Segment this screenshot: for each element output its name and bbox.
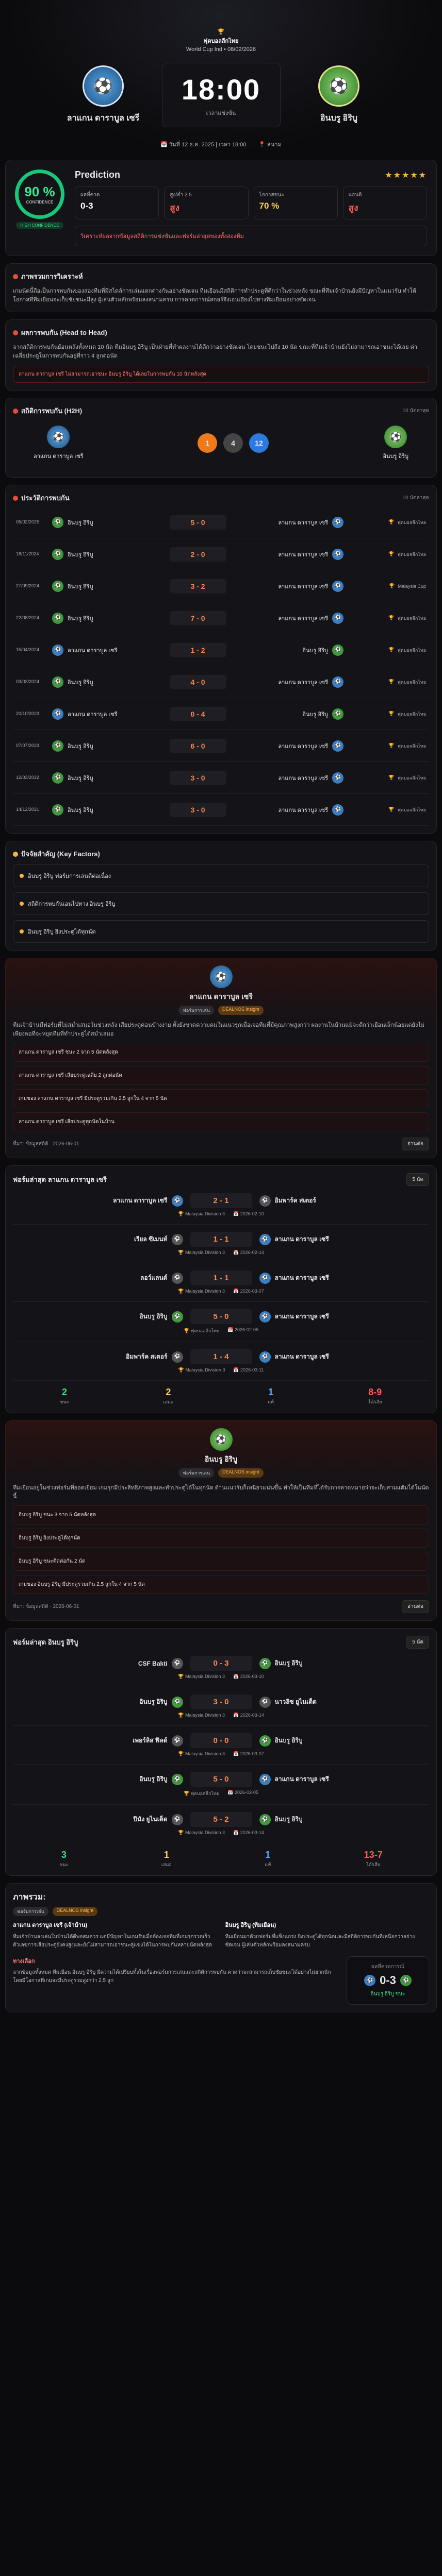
h2h-away-wins: 12 [249,433,269,453]
league-name: ฟุตบอลลีกไทย [397,519,426,525]
match-score: 5 - 2 [190,1812,252,1827]
prediction-box-score: ผลที่คาด 0-3 [75,187,159,219]
final-pick-box: ผลที่คาดการณ์ ⚽ 0-3 ⚽ อินบรู อิริบู ชนะ [347,1956,429,2005]
form-tag: ฟอร์มการเล่น [13,1907,48,1916]
analysis-text: เกมนัดนี้ถือเป็นการพบกันของสองทีมที่มีสไตล์การเล่นแตกต่างกันอย่างชัดเจน ทีมเยือนมีสถิติการทำประตูที่ดีกว่าในช่วงหลัง ขณะที่ทีมเจ้าบ้านยังมีปัญหาในแนวรับ ทำให้โอกาสที่ทีมเยือนจะเก็บชัยชนะมีสูง ผู้เล่นตัวหลักพร้อมลงสนามครบ การคาดการณ์สกอร์จึงเอนเอียงไปทางทีมเยือนอย่างชัดเจน [13,288,416,303]
home-team-name: ลอว์แลนด์ [140,1274,168,1282]
recent-match-row[interactable] [13,1765,429,1805]
league-icon: 🏆 [388,711,395,717]
recent-match-row[interactable] [13,1186,429,1225]
home-crest-icon: ⚽ [47,426,70,448]
league-name: 🏆 Malaysia Division 3 [178,1289,225,1294]
home-team-name: ลาแกน ดาราบูล เซรี [113,1197,168,1205]
form-tag: ฟอร์มการเล่น [178,1468,214,1478]
match-score: 7 - 0 [170,611,226,625]
league-icon: 🏆 [388,551,395,557]
recent-match-row[interactable] [13,1263,429,1302]
league-name: ฟุตบอลลีกไทย [397,711,426,717]
history-row[interactable] [13,634,429,666]
team-crest-icon: ⚽ [52,549,63,560]
home-crest-icon: ⚽ [210,965,233,988]
match-score: 0 - 4 [170,707,226,721]
match-date: 18/11/2024 [16,551,39,556]
match-score: 4 - 0 [170,675,226,689]
home-crest-icon: ⚽ [364,1975,375,1986]
away-team-name: ลาแกน ดาราบูล เซรี [274,1235,329,1243]
team-crest-icon: ⚽ [172,1814,183,1825]
recent-match-row[interactable] [13,1225,429,1263]
league-info [5,28,437,53]
match-score: 1 - 1 [190,1232,252,1247]
team-crest-icon: ⚽ [172,1351,183,1363]
history-row[interactable] [13,602,429,634]
home-team-name: เรียล ซีเมนท์ [134,1235,168,1243]
away-team-name: อินบรู อิริบู [320,114,358,123]
away-crest-icon: ⚽ [400,1975,412,1986]
away-crest-icon: ⚽ [318,65,359,107]
league-icon: 🏆 [388,743,395,749]
summary-home: ลาแกน ดาราบูล เซรี (เจ้าบ้าน) ทีมเจ้าบ้านลงเล่นในบ้านได้ดีพอสมควร แต่มีปัญหาในเกมรับเมื่อต้องเจอทีมที่เกมรุกรวดเร็ว ตัวเลขการเสียประตูยังคงสูงและยังไม่สามารถเอาชนะคู่แข่งได้ในการพบกันหลายนัดหลังสุด [13,1922,212,1948]
league-name: ฟุตบอลลีกไทย [397,743,426,749]
league-name: 🏆 Malaysia Division 3 [178,1751,225,1757]
team-crest-icon: ⚽ [332,581,343,592]
league-name: ฟุตบอลลีกไทย [397,647,426,653]
match-clock [162,63,281,127]
league-icon: 🏆 [388,775,395,781]
away-team-name: อิมพาร์ค สเตอร์ [274,1197,316,1205]
match-venue: 📍 สนาม [258,142,282,148]
home-analysis-bullet: เกมของ ลาแกน ดาราบูล เซรี มีประตูรวมเกิน 2.5 ลูกใน 4 จาก 5 นัด [13,1089,429,1108]
read-more-button[interactable]: อ่านต่อ [402,1600,429,1613]
home-recent-totals: 2 ชนะ 2 เสมอ 1 แพ้ 8-9 ได้/เสีย [60,1387,382,1405]
section-dot-icon [13,852,18,857]
insight-tag: DEALNOS insight [218,1006,264,1015]
home-team-name: อินบรู อิริบู [68,583,93,590]
match-date: 📅 2026-02-05 [227,1790,259,1795]
history-row[interactable] [13,762,429,794]
league-icon: 🏆 [388,519,395,525]
league-name: ฟุตบอลลีกไทย [397,615,426,621]
away-team-name: ลาแกน ดาราบูล เซรี [278,679,328,686]
away-team-name: ลาแกน ดาราบูล เซรี [278,519,328,526]
league-name: ฟุตบอลลีกไทย [397,551,426,557]
home-team-name: ลาแกน ดาราบูล เซรี [67,114,140,123]
summary-card [5,1883,437,2012]
h2h-away-team[interactable]: ⚽ อินบรู อิริบู [383,426,408,461]
history-row[interactable] [13,506,429,538]
match-score: 1 - 2 [170,643,226,657]
confidence-ring [15,170,64,219]
league-name: 🏆 ฟุตบอลลีกไทย [183,1791,220,1797]
away-team-name: อินบรู อิริบู [302,647,328,654]
away-analysis-bullet: อินบรู อิริบู ชนะ 3 จาก 5 นัดหลังสุด [13,1505,429,1524]
final-text: จากข้อมูลทั้งหมด ทีมเยือน อินบรู อิริบู มีความได้เปรียบทั้งในเรื่องฟอร์มการเล่นและสถิติการพบกัน คาดว่าจะสามารถเก็บชัยชนะได้อย่างไม่ยากนัก โดยมีโอกาสที่เกมจะมีประตูรวมสูงกว่า 2.5 ลูก [13,1970,331,1984]
h2h-draws: 4 [223,433,243,453]
away-team-name: ลาแกน ดาราบูล เซรี [274,1775,329,1783]
match-score: 5 - 0 [190,1772,252,1787]
team-crest-icon: ⚽ [259,1273,271,1284]
prediction-box-winchance: โอกาสชนะ 70 % [254,187,338,219]
match-date: 27/09/2024 [16,583,40,588]
history-row[interactable] [13,794,429,826]
match-date: 📅 2026-03-14 [233,1713,264,1718]
home-team-name: อินบรู อิริบู [139,1698,168,1706]
away-analysis-bullet: อินบรู อิริบู ชนะติดต่อกัน 2 นัด [13,1552,429,1571]
prediction-card [5,160,437,256]
team-crest-icon: ⚽ [52,645,63,656]
section-dot-icon [13,496,18,501]
team-crest-icon: ⚽ [332,740,343,752]
home-team-name: อินบรู อิริบู [68,807,93,814]
confidence-pill: HIGH CONFIDENCE [16,222,63,229]
away-team-name: อินบรู อิริบู [274,1816,303,1823]
away-analysis-text: ทีมเยือนอยู่ในช่วงฟอร์มที่ยอดเยี่ยม เกมรุกมีประสิทธิภาพสูงและทำประตูได้ในทุกนัด ด้านแนวรับก็เหนียวแน่นขึ้น ทำให้เป็นทีมที่ได้รับการคาดหมายว่าจะเก็บสามแต้มได้ในนัดนี้ [13,1485,429,1500]
team-crest-icon: ⚽ [259,1697,271,1708]
section-title: ประวัติการพบกัน [21,494,70,502]
team-crest-icon: ⚽ [332,772,343,784]
section-dot-icon [13,330,18,335]
team-crest-icon: ⚽ [172,1311,183,1323]
prediction-box-overunder: สูง/ต่ำ 2.5 สูง [164,187,248,219]
team-crest-icon: ⚽ [52,740,63,752]
key-factors [5,841,437,951]
league-name: 🏆 Malaysia Division 3 [178,1713,225,1718]
rating-stars-icon: ★★★★★ [385,171,427,180]
confidence-label: CONFIDENCE [26,200,54,205]
home-team-name: ลาแกน ดาราบูล เซรี [68,711,118,718]
match-date: 📅 2026-03-07 [233,1751,264,1757]
league-name: Malaysia Cup [398,583,426,589]
away-analysis-name: อินบรู อิริบู [204,1455,238,1464]
away-team-name: อินบรู อิริบู [274,1659,303,1667]
recent-match-row[interactable] [13,1302,429,1342]
away-team-name: ลาแกน ดาราบูล เซรี [278,743,328,750]
team-crest-icon: ⚽ [259,1234,271,1245]
h2h-home-team[interactable]: ⚽ ลาแกน ดาราบูล เซรี [34,426,84,461]
home-team-name: อิมพาร์ค สเตอร์ [126,1353,168,1361]
team-crest-icon: ⚽ [332,645,343,656]
team-crest-icon: ⚽ [332,517,343,528]
away-team-name: อินบรู อิริบู [302,711,328,718]
team-crest-icon: ⚽ [259,1814,271,1825]
prediction-note: วิเคราะห์ผลจากข้อมูลสถิติการแข่งขันและฟอร์มล่าสุดของทั้งสองทีม [75,226,427,246]
home-analysis-bullet: ลาแกน ดาราบูล เซรี เสียประตูทุกนัดในบ้าน [13,1112,429,1131]
away-team-name: ลาแกน ดาราบูล เซรี [278,775,328,782]
league-name: ฟุตบอลลีกไทย [397,679,426,685]
team-crest-icon: ⚽ [332,676,343,688]
home-team-name: ปีนัง ยูไนเต็ด [133,1816,168,1823]
key-factor-item: อินบรู อิริบู ยิงประตูได้ทุกนัด [13,920,429,943]
match-score: 5 - 0 [170,515,226,530]
away-team[interactable] [287,65,390,125]
league-icon: 🏆 [388,615,395,621]
match-score: 1 - 1 [190,1270,252,1285]
section-title: ผลการพบกัน (Head to Head) [21,329,107,337]
team-crest-icon: ⚽ [332,613,343,624]
team-crest-icon: ⚽ [259,1351,271,1363]
recent-match-row[interactable] [13,1687,429,1726]
league-icon: 🏆 [388,647,395,653]
match-score: 3 - 0 [170,771,226,785]
section-dot-icon [13,274,18,279]
match-score: 3 - 2 [170,579,226,594]
home-team-name: อินบรู อิริบู [68,551,93,558]
history-row[interactable] [13,570,429,602]
home-team-name: อินบรู อิริบู [68,615,93,622]
league-name: ฟุตบอลลีกไทย [397,807,426,812]
prediction-box-handicap: แฮนดิ สูง [343,187,427,219]
team-crest-icon: ⚽ [172,1195,183,1207]
bullet-icon [20,902,24,906]
insight-tag: DEALNOS insight [53,1907,98,1916]
h2h-overview [5,319,437,391]
h2h-history [5,485,437,834]
away-team-name: ลาแกน ดาราบูล เซรี [274,1313,329,1320]
key-factor-item: สถิติการพบกันเอนไปทาง อินบรู อิริบู [13,892,429,915]
recent-match-row[interactable] [13,1342,429,1381]
away-analysis-bullet: อินบรู อิริบู ยิงประตูได้ทุกนัด [13,1529,429,1548]
match-score: 2 - 1 [190,1193,252,1208]
away-team-name: อินบรู อิริบู [274,1737,303,1744]
away-analysis-bullet: เกมของ อินบรู อิริบู มีประตูรวมเกิน 2.5 ลูกใน 4 จาก 5 นัด [13,1575,429,1594]
league-icon: 🏆 [388,807,395,812]
form-tag: ฟอร์มการเล่น [178,1006,214,1015]
league-name: 🏆 ฟุตบอลลีกไทย [183,1328,220,1334]
history-row[interactable] [13,666,429,698]
match-score: 0 - 3 [190,1656,252,1671]
confidence-value: 90 % [24,184,55,199]
team-crest-icon: ⚽ [332,549,343,560]
away-crest-icon: ⚽ [210,1428,233,1451]
home-team[interactable] [52,65,155,125]
analysis-source: ที่มา: ข้อมูลสถิติ · 2026-06-01 [13,1604,79,1610]
home-recent-form [5,1165,437,1413]
h2h-count: 10 นัดล่าสุด [402,408,429,414]
match-date: 20/10/2023 [16,710,40,716]
insight-tag: DEALNOS insight [218,1468,264,1478]
match-date: 22/08/2024 [16,615,40,620]
league-name: 🏆 Malaysia Division 3 [178,1367,225,1373]
bullet-icon [20,874,24,878]
away-recent-form [5,1628,437,1876]
h2h-stats [5,398,437,478]
team-crest-icon: ⚽ [172,1735,183,1747]
recent-match-row[interactable] [13,1805,429,1843]
history-row[interactable] [13,730,429,762]
history-count: 10 นัดล่าสุด [402,495,429,501]
recent-match-row[interactable] [13,1649,429,1687]
bullet-icon [20,929,24,934]
final-pick-winner: อินบรู อิริบู ชนะ [370,1991,405,1997]
away-team-name: ลาแกน ดาราบูล เซรี [278,807,328,814]
match-date: 15/04/2024 [16,647,40,652]
home-team-name: เพอร์ลิส ฟีลด์ [133,1737,168,1744]
home-team-name: อินบรู อิริบู [139,1313,168,1320]
team-crest-icon: ⚽ [259,1735,271,1747]
filter-select[interactable]: 5 นัด [406,1636,429,1649]
match-score: 6 - 0 [170,739,226,753]
home-analysis-bullet: ลาแกน ดาราบูล เซรี เสียประตูเฉลี่ย 2 ลูกต่อนัด [13,1066,429,1085]
recent-match-row[interactable] [13,1726,429,1765]
team-crest-icon: ⚽ [172,1658,183,1669]
team-crest-icon: ⚽ [172,1774,183,1785]
team-crest-icon: ⚽ [52,517,63,528]
team-crest-icon: ⚽ [52,708,63,720]
league-name: 🏆 Malaysia Division 3 [178,1211,225,1217]
match-date: 12/03/2022 [16,774,40,780]
match-date: 03/03/2024 [16,679,40,684]
history-row[interactable] [13,698,429,730]
section-title: ภาพรวมการวิเคราะห์ [21,273,83,280]
section-title: สถิติการพบกัน (H2H) [21,407,83,415]
section-title: ปัจจัยสำคัญ (Key Factors) [21,850,100,858]
away-recent-totals: 3 ชนะ 1 เสมอ 1 แพ้ 13-7 ได้/เสีย [59,1850,383,1868]
away-team-name: ลาแกน ดาราบูล เซรี [274,1353,329,1361]
home-team-name: ลาแกน ดาราบูล เซรี [68,647,118,654]
league-icon: 🏆 [388,679,395,685]
match-score: 3 - 0 [170,803,226,817]
team-crest-icon: ⚽ [332,708,343,720]
match-date: 📅 2026-03-07 [233,1289,264,1294]
league-name: 🏆 Malaysia Division 3 [178,1674,225,1680]
team-crest-icon: ⚽ [259,1311,271,1323]
team-crest-icon: ⚽ [332,804,343,816]
read-more-button[interactable]: อ่านต่อ [402,1138,429,1150]
h2h-alert: ลาแกน ดาราบูล เซรี ไม่สามารถเอาชนะ อินบรู อิริบู ได้เลยในการพบกัน 10 นัดหลังสุด [13,366,429,383]
team-crest-icon: ⚽ [52,613,63,624]
prediction-title: Prediction [75,170,121,180]
match-score: 3 - 0 [190,1694,252,1709]
kickoff-time: 18:00 [181,73,261,106]
league-icon: 🏆 [389,583,395,589]
final-pick-score: 0-3 [380,1974,396,1987]
trophy-icon: 🏆 [217,29,225,35]
league-name: 🏆 Malaysia Division 3 [178,1830,225,1836]
match-date: 📅 2026-03-14 [233,1830,264,1836]
match-date: 📅 วันที่ 12 ธ.ค. 2025 | เวลา 18:00 [160,142,247,148]
league-name: 🏆 Malaysia Division 3 [178,1250,225,1256]
analysis-overview [5,263,437,312]
key-factor-item: อินบรู อิริบู ฟอร์มการเล่นดีต่อเนื่อง [13,865,429,887]
team-crest-icon: ⚽ [172,1697,183,1708]
home-crest-icon: ⚽ [83,65,124,107]
home-analysis-text: ทีมเจ้าบ้านมีฟอร์มที่ไม่สม่ำเสมอในช่วงหลัง เสียประตูค่อนข้างง่าย ทั้งยังขาดความคมในแนวรุกเมื่อเจอทีมที่มีคุณภาพสูงกว่า ผลงานในบ้านแม้จะดีกว่าเยือนเล็กน้อยแต่ยังไม่เพียงพอที่จะหยุดทีมที่ทำประตูได้สม่ำเสมอ [13,1022,425,1038]
match-score: 1 - 4 [190,1349,252,1364]
away-team-name: ลาแกน ดาราบูล เซรี [278,583,328,590]
league-name: ฟุตบอลลีกไทย [397,775,426,781]
match-date: 📅 2026-02-10 [233,1211,264,1217]
home-team-name: อินบรู อิริบู [139,1775,168,1783]
away-analysis-card [5,1420,437,1621]
match-header [5,0,437,155]
match-date: 07/07/2023 [16,742,40,748]
team-crest-icon: ⚽ [172,1234,183,1245]
match-date: 📅 2026-02-05 [227,1327,259,1333]
match-date: 📅 2026-02-14 [233,1250,264,1256]
kickoff-label: เวลาแข่งขัน [206,110,236,116]
match-date: 📅 2026-03-11 [233,1367,264,1373]
h2h-home-wins: 1 [198,433,217,453]
match-date: 05/02/2025 [16,519,40,524]
match-score: 0 - 0 [190,1733,252,1748]
section-title: ฟอร์มล่าสุด อินบรู อิริบู [13,1638,78,1647]
away-team-name: ลาแกน ดาราบูล เซรี [278,615,328,622]
team-crest-icon: ⚽ [52,772,63,784]
away-team-name: ลาแกน ดาราบูล เซรี [274,1274,329,1282]
away-team-name: ลาแกน ดาราบูล เซรี [278,551,328,558]
league-name: ฟุตบอลลีกไทย [203,38,239,44]
final-title: ทางเลือก [13,1958,35,1965]
analysis-source: ที่มา: ข้อมูลสถิติ · 2026-06-01 [13,1141,79,1147]
team-crest-icon: ⚽ [259,1658,271,1669]
match-date: 14/12/2021 [16,806,40,812]
team-crest-icon: ⚽ [259,1195,271,1207]
home-team-name: อินบรู อิริบู [68,679,93,686]
section-dot-icon [13,409,18,414]
away-team-name: นาวลิซ ยูไนเต็ด [274,1698,317,1706]
history-row[interactable] [13,538,429,570]
home-team-name: CSF Bakti [138,1659,168,1667]
h2h-text: จากสถิติการพบกันย้อนหลังทั้งหมด 10 นัด ทีมอินบรู อิริบู เป็นฝ่ายที่ทำผลงานได้ดีกว่าอย่างชัดเจน โดยชนะไปถึง 10 นัด ขณะที่ทีมเจ้าบ้านยังไม่สามารถเอาชนะได้เลย ค่าเฉลี่ยประตูในการพบกันอยู่ที่ราว 4 ลูกต่อนัด [13,344,418,360]
team-crest-icon: ⚽ [172,1273,183,1284]
home-team-name: อินบรู อิริบู [68,519,93,526]
home-team-name: อินบรู อิริบู [68,743,93,750]
summary-title: ภาพรวม: [13,1893,46,1902]
away-crest-icon: ⚽ [384,426,407,448]
team-crest-icon: ⚽ [52,804,63,816]
league-round: World Cup Ind • 08/02/2026 [186,46,256,53]
team-crest-icon: ⚽ [52,676,63,688]
section-title: ฟอร์มล่าสุด ลาแกน ดาราบูล เซรี [13,1176,107,1184]
match-score: 2 - 0 [170,547,226,562]
filter-select[interactable]: 5 นัด [406,1173,429,1186]
summary-away: อินบรู อิริบู (ทีมเยือน) ทีมเยือนมาด้วยฟอร์มที่แข็งแกร่ง ยิงประตูได้ทุกนัดและมีสถิติการพบกันที่เหนือกว่าอย่างชัดเจน ผู้เล่นตัวหลักพร้อมลงสนามครบ [225,1922,415,1948]
match-score: 5 - 0 [190,1309,252,1324]
home-analysis-card [5,958,437,1158]
home-analysis-name: ลาแกน ดาราบูล เซรี [189,992,253,1001]
home-team-name: อินบรู อิริบู [68,775,93,782]
team-crest-icon: ⚽ [259,1774,271,1785]
home-analysis-bullet: ลาแกน ดาราบูล เซรี ชนะ 2 จาก 5 นัดหลังสุด [13,1043,429,1062]
match-date: 📅 2026-03-10 [233,1674,264,1680]
team-crest-icon: ⚽ [52,581,63,592]
